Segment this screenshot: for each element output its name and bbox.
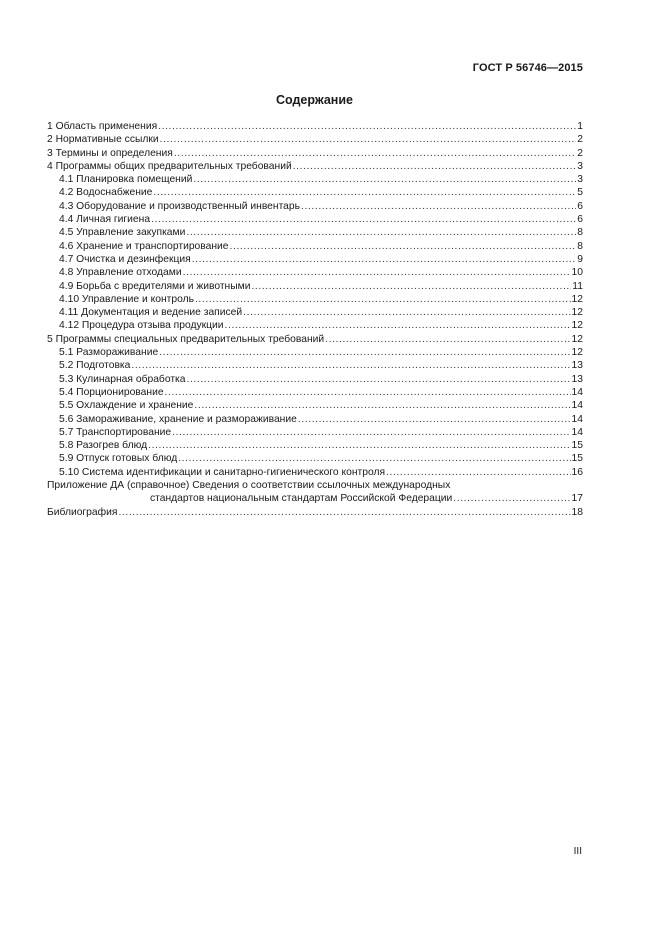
toc-leader-dots [160,133,577,146]
toc-entry-label: 4.5 Управление закупками [59,227,186,239]
toc-leader-dots [195,293,571,306]
toc-entry[interactable] [47,439,583,452]
toc-entry[interactable] [47,253,583,266]
toc-entry-page: 11 [572,280,583,292]
toc-entry-label: 4.1 Планировка помещений [59,174,193,186]
toc-entry-label: 4.2 Водоснабжение [59,187,153,199]
toc-entry-label: 4 Программы общих предварительных требований [47,160,292,172]
toc-leader-dots [325,333,570,346]
toc-leader-dots [186,226,576,239]
toc-entry-label: 4.3 Оборудование и производственный инвентарь [59,200,301,212]
toc-leader-dots [187,373,571,386]
toc-leader-dots [159,346,570,359]
toc-entry-label: 5.3 Кулинарная обработка [59,373,186,385]
toc-leader-dots [193,173,576,186]
toc-entry[interactable] [47,226,583,239]
toc-entry[interactable] [47,479,583,492]
toc-entry-label: стандартов национальным стандартам Российской Федерации [150,493,453,505]
toc-leader-dots [192,253,577,266]
toc-entry-label: 3 Термины и определения [47,147,173,159]
toc-entry-label: 5.8 Разогрев блюд [59,440,148,452]
toc-leader-dots [230,240,577,253]
toc-leader-dots [386,466,570,479]
toc-entry-page: 5 [577,187,583,199]
toc-entry-page: 14 [571,386,583,398]
toc-entry-page: 12 [571,293,583,305]
toc-entry[interactable] [47,386,583,399]
toc-entry[interactable] [47,426,583,439]
toc-entry-page: 6 [577,214,583,226]
toc-entry-page: 14 [571,413,583,425]
toc-leader-dots [172,426,570,439]
toc-entry-label: Библиография [47,506,118,518]
table-of-contents [47,120,583,519]
toc-entry-page: 3 [577,174,583,186]
toc-leader-dots [293,160,577,173]
toc-entry-label: 5.5 Охлаждение и хранение [59,400,194,412]
toc-entry-page: 16 [571,466,583,478]
toc-entry-page: 14 [571,400,583,412]
toc-entry-page: 12 [571,347,583,359]
toc-entry-label: 5.9 Отпуск готовых блюд [59,453,178,465]
toc-entry-page: 18 [571,506,583,518]
toc-entry-page: 2 [577,147,583,159]
page-number: III [573,846,582,857]
toc-entry-label: 4.10 Управление и контроль [59,293,194,305]
toc-entry[interactable] [47,373,583,386]
toc-entry[interactable] [47,133,583,146]
toc-entry-page: 15 [571,453,583,465]
toc-leader-dots [225,319,571,332]
toc-entry-page: 15 [571,440,583,452]
toc-title: Содержание [275,93,353,107]
toc-entry[interactable] [47,399,583,412]
toc-entry[interactable] [47,346,583,359]
toc-entry-page: 2 [577,134,583,146]
toc-entry-page: 12 [571,307,583,319]
toc-entry[interactable] [47,147,583,160]
toc-entry[interactable] [47,280,583,293]
toc-entry-label: 5.10 Система идентификации и санитарно-гигиенического контроля [59,466,386,478]
toc-leader-dots [151,213,576,226]
toc-entry-page: 12 [571,333,583,345]
toc-entry-page: 1 [577,121,583,132]
toc-leader-dots [301,200,576,213]
toc-entry-label: 5.2 Подготовка [59,360,131,372]
toc-entry[interactable] [47,506,583,519]
toc-entry[interactable] [47,160,583,173]
toc-entry[interactable] [47,306,583,319]
toc-leader-dots [153,186,576,199]
toc-entry-page: 9 [577,253,583,265]
toc-entry-page: 14 [571,426,583,438]
toc-leader-dots [453,492,570,505]
toc-entry-page: 12 [571,320,583,332]
toc-leader-dots [194,399,570,412]
toc-leader-dots [178,452,570,465]
toc-leader-dots [298,413,571,426]
toc-entry-page: 17 [571,493,583,505]
toc-entry[interactable] [47,213,583,226]
toc-entry[interactable] [47,200,583,213]
toc-leader-dots [118,506,570,519]
toc-leader-dots [243,306,570,319]
toc-entry-page: 10 [571,267,583,279]
toc-entry-label: 5.7 Транспортирование [59,426,172,438]
toc-entry-page: 3 [577,160,583,172]
toc-entry-label: 4.4 Личная гигиена [59,214,151,226]
toc-entry-label: 4.12 Процедура отзыва продукции [59,320,224,332]
toc-entry[interactable] [47,452,583,465]
toc-leader-dots [183,266,571,279]
toc-leader-dots [148,439,570,452]
toc-entry-label: 5.6 Замораживание, хранение и размораживание [59,413,297,425]
toc-entry-label: 4.6 Хранение и транспортирование [59,240,229,252]
toc-entry[interactable] [47,173,583,186]
toc-leader-dots [131,359,570,372]
toc-entry-label: 4.7 Очистка и дезинфекция [59,253,191,265]
toc-entry[interactable] [47,466,583,479]
toc-entry-page: 13 [571,360,583,372]
toc-leader-dots [251,280,571,293]
toc-entry[interactable] [47,413,583,426]
toc-leader-dots [174,147,576,160]
toc-entry-page: 8 [577,227,583,239]
toc-leader-dots [158,120,576,133]
toc-entry[interactable] [47,240,583,253]
toc-entry[interactable] [47,319,583,332]
toc-entry[interactable] [47,492,583,505]
toc-entry-label: 4.11 Документация и ведение записей [59,307,243,319]
toc-entry-label: 4.8 Управление отходами [59,267,182,279]
toc-entry-label: 1 Область применения [47,121,158,132]
toc-entry[interactable] [47,120,583,133]
toc-entry-label: 4.9 Борьба с вредителями и животными [59,280,251,292]
toc-entry-label: 2 Нормативные ссылки [47,134,159,146]
toc-entry-label: 5.1 Размораживание [59,347,159,359]
toc-entry-page: 13 [571,373,583,385]
document-code: ГОСТ Р 56746—2015 [472,62,583,74]
toc-leader-dots [165,386,571,399]
toc-entry[interactable] [47,333,583,346]
toc-entry[interactable] [47,266,583,279]
toc-entry[interactable] [47,186,583,199]
toc-entry-label: 5 Программы специальных предварительных требований [47,333,325,345]
toc-entry-label: Приложение ДА (справочное) Сведения о соответствии ссылочных международных [47,480,451,492]
toc-entry-page: 6 [577,200,583,212]
toc-entry-page: 8 [577,240,583,252]
toc-entry[interactable] [47,359,583,372]
toc-entry[interactable] [47,293,583,306]
toc-entry-label: 5.4 Порционирование [59,386,164,398]
